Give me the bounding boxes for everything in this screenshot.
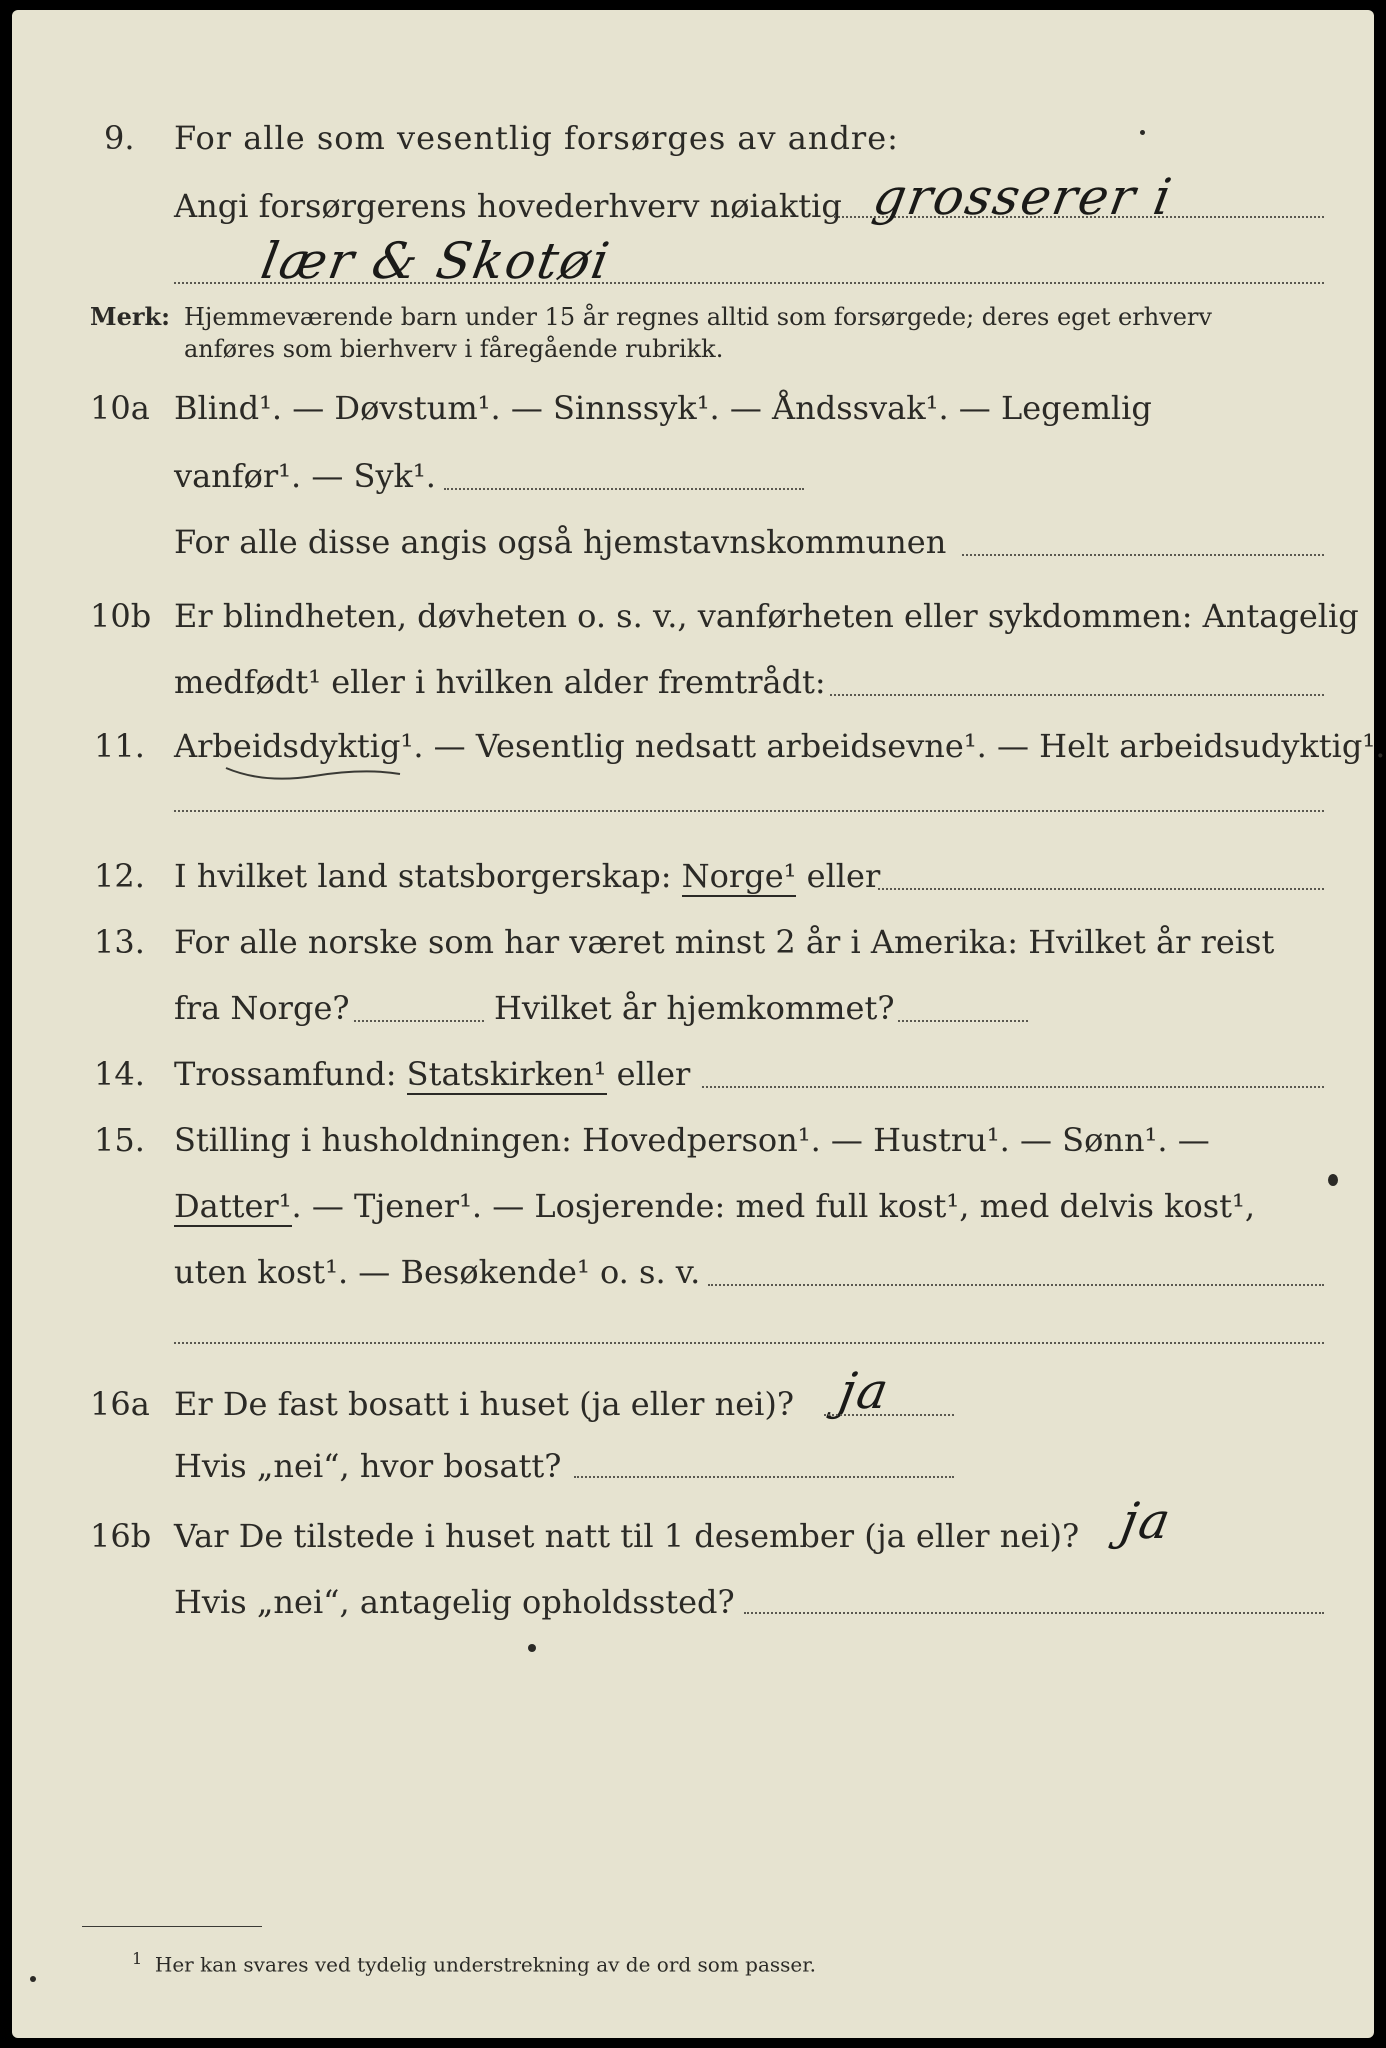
q13-year-returned-line — [898, 1020, 1028, 1022]
q15-answer-line-2 — [174, 1342, 1324, 1344]
q11-pencil-underline — [224, 762, 404, 786]
q11-line — [174, 726, 1385, 766]
q16a-handwritten-answer: ja — [834, 1362, 895, 1420]
q12-answer-line — [878, 888, 1324, 890]
footnote-text: Her kan svares ved tydelig understrekning av de ord som passer. — [154, 1952, 816, 1977]
census-form-page — [12, 10, 1386, 2038]
q15-line1: Stilling i husholdningen: Hovedperson¹. — Hustru¹. — Sønn¹. — — [174, 1121, 1210, 1159]
q9-answer-line-2 — [174, 282, 1324, 284]
q12-line — [174, 856, 880, 896]
q15-line3: uten kost¹. — Besøkende¹ o. s. v. — [174, 1253, 701, 1291]
q14-statskirken-underlined: Statskirken¹ — [406, 1055, 607, 1093]
q10a-line2: vanfør¹. — Syk¹. — [174, 457, 436, 495]
note-label: Merk: — [90, 302, 170, 331]
q16b-number: 16b — [90, 1517, 152, 1555]
q15-number: 15. — [94, 1121, 145, 1159]
ink-speck — [1140, 130, 1145, 135]
footnote-rule — [82, 1926, 262, 1927]
q15-line2 — [174, 1186, 1255, 1226]
q16b-line1: Var De tilstede i huset natt til 1 desember (ja eller nei)? — [174, 1517, 1080, 1555]
q14-suffix: eller — [616, 1055, 691, 1093]
q9-number: 9. — [104, 119, 135, 157]
q9-line2: Angi forsørgerens hovederhverv nøiaktig — [174, 187, 842, 225]
q11-arbeidsdyktig-underlined: Arbeidsdyktig — [174, 727, 401, 765]
q16b-handwritten-answer: ja — [1116, 1492, 1177, 1550]
q10a-answer-line — [444, 488, 804, 490]
q14-answer-line — [702, 1086, 1324, 1088]
q16a-residence-line — [574, 1476, 954, 1478]
ink-speck — [30, 1976, 36, 1982]
q16a-line2: Hvis „nei“, hvor bosatt? — [174, 1447, 562, 1485]
q12-number: 12. — [94, 857, 145, 895]
q13-year-left-line — [354, 1020, 484, 1022]
note-line1: Hjemmeværende barn under 15 år regnes alltid som forsørgede; deres eget erhverv — [184, 303, 1212, 331]
q12-norge-underlined: Norge¹ — [681, 857, 797, 895]
q11-number: 11. — [94, 727, 145, 765]
q10b-line2: medfødt¹ eller i hvilken alder fremtrådt: — [174, 663, 826, 701]
q9-handwritten-answer-a: grosserer i — [868, 168, 1178, 226]
q13-line1: For alle norske som har været minst 2 år i Amerika: Hvilket år reist — [174, 923, 1275, 961]
q11-rest: ¹. — Vesentlig nedsatt arbeidsevne¹. — Helt arbeidsudyktig¹. — [400, 727, 1386, 765]
q16a-answer-line — [824, 1414, 954, 1416]
ink-speck — [528, 1644, 536, 1652]
ink-speck — [1328, 1174, 1338, 1186]
q13-line2a: fra Norge? — [174, 989, 350, 1027]
q14-prefix: Trossamfund: — [174, 1055, 397, 1093]
q12-suffix: eller — [806, 857, 881, 895]
note-line2: anføres som bierhverv i fåregående rubrikk. — [184, 335, 724, 363]
q13-line2b: Hvilket år hjemkommet? — [494, 989, 895, 1027]
q16a-line1: Er De fast bosatt i huset (ja eller nei)? — [174, 1385, 795, 1423]
q10a-number: 10a — [90, 389, 150, 427]
q9-line1: For alle som vesentlig forsørges av andre: — [174, 119, 899, 157]
q10a-line1: Blind¹. — Døvstum¹. — Sinnssyk¹. — Åndssvak¹. — Legemlig — [174, 389, 1152, 427]
q16a-number: 16a — [90, 1385, 150, 1423]
q11-answer-line — [174, 810, 1324, 812]
q16b-whereabouts-line — [744, 1612, 1324, 1614]
q13-number: 13. — [94, 923, 145, 961]
q10a-hometown-line — [962, 554, 1324, 556]
q10b-answer-line — [830, 694, 1324, 696]
footnote-mark: 1 — [132, 1949, 143, 1968]
q15-datter-underlined: Datter¹ — [174, 1187, 292, 1225]
q12-prefix: I hvilket land statsborgerskap: — [174, 857, 672, 895]
q14-number: 14. — [94, 1055, 145, 1093]
q10b-line1: Er blindheten, døvheten o. s. v., vanførheten eller sykdommen: Antagelig — [174, 597, 1359, 635]
q16b-line2: Hvis „nei“, antagelig opholdssted? — [174, 1583, 735, 1621]
q14-line — [174, 1054, 690, 1094]
footnote-line — [132, 1944, 816, 1980]
q15-answer-line-1 — [708, 1284, 1324, 1286]
q15-line2-rest: . — Tjener¹. — Losjerende: med full kost¹, med delvis kost¹, — [291, 1187, 1256, 1225]
q10b-number: 10b — [90, 597, 152, 635]
q9-handwritten-answer-b: lær & Skotøi — [256, 232, 616, 290]
q10a-line3: For alle disse angis også hjemstavnskommunen — [174, 523, 947, 561]
